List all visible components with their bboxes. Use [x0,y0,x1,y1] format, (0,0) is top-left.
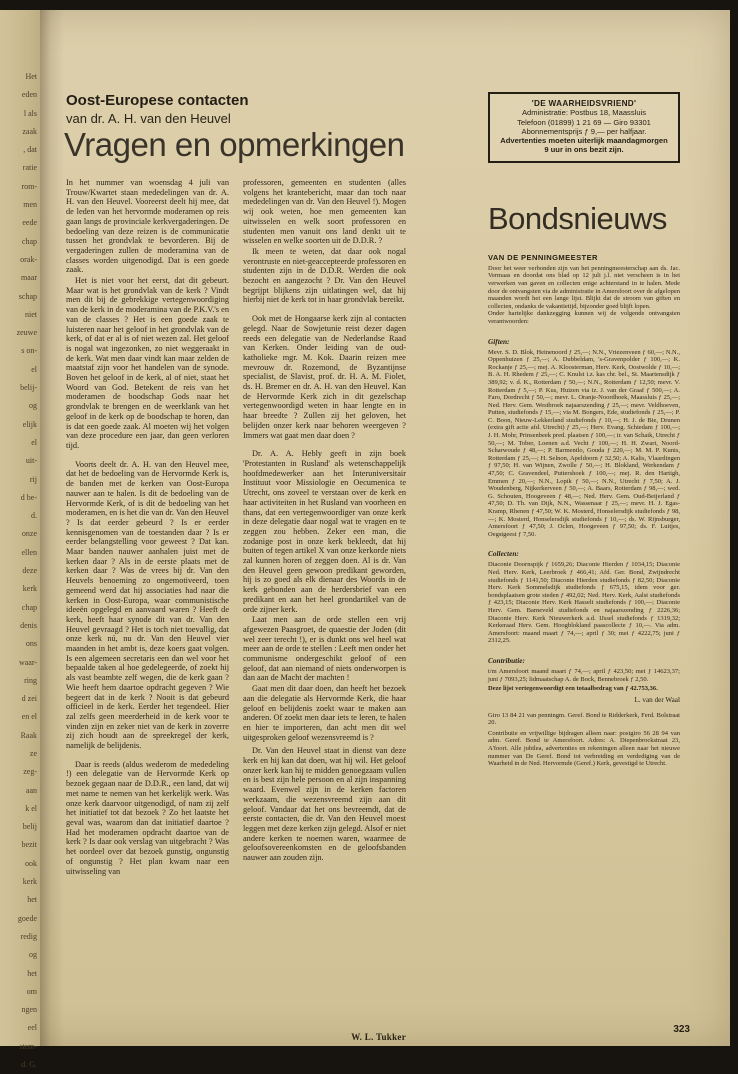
page-fragment: denis [20,620,37,630]
page-fragment: rom- [21,181,37,191]
page-fragment: d. [31,511,37,521]
page-fragment: het [27,968,37,978]
info-box-title: 'DE WAARHEIDSVRIEND' [531,99,637,108]
page-fragment: kerk [22,584,37,594]
info-box-line-telephone: Telefoon (01899) 1 21 69 — Giro 93301 [517,117,651,127]
article-kicker: Oost-Europese contacten [66,92,249,109]
gutter-shadow [40,10,64,1046]
page-fragment: s on- [21,346,37,356]
section-giften [488,331,680,539]
body-paragraph: Voorts deelt dr. A. H. van den Heuvel mee, dat het de bedoeling van de Hervormde Kerk is, de banden met de kerken van Oost-Europa nauwer aan te halen. Is dit de bedoeling van de Hervormde Kerk, of is dit de bedoeling van het moderamen, en is het die van dr. Van den Heuvel ? Is dat eerder gebeurd ? Is er eerder kennisgenomen van de toestanden daar ? Is er eerder belangstelling voor geweest ? Dat kan. Maar banden nauwer aanhalen juist met de kerken daar ? Als in de eerste plaats met de kerken daar ? Was de vrees bij dr. Van den Heuvels benoeming zo ongemotiveerd, toen gemeend werd dat hij associaties had naar die kerken in Oost-Europa, waar communistische ideeën opgelegd en aanvaard waren ? Heeft de kerk, heeft haar synode dit van dr. Van den Heuvel gevraagd ? Het is toch niet toevallig, dat onze kerk nú, nu dr. Van den Heuvel vier maanden in het ambt is, deze koers gaat volgen. Is een algemeen secretaris een dan wel voor het bepaalde taken al hoe gedelegeerde, of zoekt hij als vast beambte zelf wegen, die de kerk gaan ? Wie heeft hem daartoe opdracht gegeven ? Wie begeert dat in de kerk ? Nooit is dat gebeurd officieel in de kerk. Eerder het tegendeel. Hier zal zelfs geen meerderheid in de kerk voor te vinden zijn en zeker niet van de kerk in zoverre zij zich houdt aan de spreekregel der kerk, namelijk de belijdenis. [66,459,229,751]
section-contributie [488,650,680,693]
right-column [488,92,680,1040]
page-fragment: og [29,950,37,960]
article-column-2 [243,178,406,1040]
body-paragraph: Ik meen te weten, dat daar ook nogal verontruste en niet-geaccepteerde professoren en studenten zijn in de D.D.R. Werden die ook bezocht en aangezocht ? Dr. Van den Heuvel begrijpt blijkens zijn uitlatingen wel, dat hij hierbij niet de kerk tot in haar grondvlak bereikt. [243,246,406,305]
body-paragraph: Dr. A. A. Hebly geeft in zijn boek 'Protestanten in Rusland' als wetenschappelijk hoofdmedewerker aan het Interuniversitair Instituut voor Missiologie en Oecumenica te Utrecht, ons zoveel te verstaan over de kerk en haar activiteiten in het Rusland van voorheen en thans, dat een vertegenwoordiger van onze kerk in deze delegatie daar nogal wat te vragen en te zeggen zou hebben. Zeker een man, die zodanige post in onze kerk bekleedt, dat hij buiten of tegen artikel X van onze kerkorde niets zal kunnen horen of zeggen doen. Al is dr. Van den Heuvel geen gewoon predikant geworden, hij is zo goed als elk dienaar des Woords in de kerk gebonden aan de herdersbrief van een predikant en aan het heel grondartikel van de orde zijner kerk. [243,449,406,614]
page-fragment: el [31,437,37,447]
page-fragment: d. G. [21,1060,37,1070]
page-fragment: d be- [20,492,37,502]
page-fragment: elijk [22,419,37,429]
page-fragment: zeuwe [16,328,37,338]
total-line: Deze lijst vertegenwoordigt een totaalbedrag van ƒ 42.753,36. [488,685,658,693]
page-fragment: onze [21,529,37,539]
page-fragment: rij [29,474,37,484]
page-fragment: deze [22,566,37,576]
body-paragraph: professoren, gemeenten en studenten (alles volgens het krantebericht, maar dan toch naar mededelingen van dr. Van den Heuvel !). Mogen wij ook weten, hoe men gemeenten kan uitwisselen en welk soort professoren en studenten men vanuit ons land denkt uit te wisselen en welke soorten uit de D.D.R. ? [243,178,406,246]
article-signature: W. L. Tukker [351,1032,406,1042]
page-fragment: chap [21,236,37,246]
page-fragment: belij- [20,383,37,393]
intro-paragraph: Door het weer verbonden zijn van het penningmeesterschap aan ds. Jac. Vermaas en doordat ons blad op 12 juli j.l. niet verscheen is in het verwerken van gaven en collecten enige achterstand in te halen. Mede door de ontvangsten via de administratie in Amersfoort over de afgelopen maanden wordt het een lange lijst. Blijkt dat de stroom van giften en collecten, ondanks de vakantietijd, bijzonder goed blijft lopen. [488,264,680,310]
giften-list: Mevr. S. D. Blok, Heinenoord ƒ 25,—; N.N., Vriezenveen ƒ 60,—; N.N., Oppenhuizen ƒ 25,—; A. Dubbeldam, 's-Gravenpolder ƒ 100,—; K. Rockanje ƒ 25,—; mej. A. Kloosterman, Herv. Kerk, Oostwolde ƒ 10,—; B. A. H. Rhedem ƒ 25,—; C. Knulst i.z. kas chr. bel., St. Maartensdijk ƒ 389,92; v. d. K., Rotterdam ƒ 50,—; N.N., Rotterdam ƒ 12,50; mevr. V. Rotterdam ƒ 5,—; P. Kus, Huizen via iz. J. van der Graaf ƒ 500,—; A. Faro, Dordrecht ƒ 50,—; mevr. L. Oranje-Noordhoek, Maassluis ƒ 25,—; Ned. Herv. Gem. Westbroek najaarszending ƒ 25,—; mevr. Veldhoeven, Putten, studiefonds ƒ 15,—; via M. Bongers, Ede, studiefonds ƒ 25,—; P. C. Boon, Nieuw-Lekkerland studiefonds ƒ 10,—; H. J. de Bie, Drunen (extra gift actie afd. Utrecht) ƒ 25,—; Herv. Evang. Schiedam ƒ 100,—; J. H. Mohr, Prinsenbeek pred. plaatsen ƒ 100,—; ir. van Schaik, Utrecht ƒ 50,—; M. Tober, Loenen a.d. Vecht ƒ 100,—; H. H. Zwart, Noord-Scharwoude ƒ 48,—; P. Barmentlo, Gouda ƒ 220,—; M. M. P. Kunis, Rotterdam ƒ 25,—; H. Selnon, Apeldoorn ƒ 32,50; A. Kalis, Vlaardingen ƒ 97,50; H. van Wijnen, Zwolle ƒ 50,—; H. Blokland, Werkendam ƒ 47,50; C. Gravendeel, Puttershoek ƒ 100,—; mej. R. den Hartigh, Emmen ƒ 20,—; N.N., Lopik ƒ 50,—; N.N., Utrecht ƒ 7,50; A. J. Woudenberg, Nijkerkerveen ƒ 50,—; A. Baars, Rotterdam ƒ 98,—; wed. G. Schouten, Hoogeveen ƒ 48,—; Ned. Herv. Gem. Oud-Beijerland ƒ 47,50; D. Th. van Dijk, N.N., Wassenaar ƒ 25,—; mevr. H. J. Egas-Kramp, Rhenen ƒ 47,50; W. K. Mosterd, Honselersdijk studiefonds ƒ 98,—; K. Mosterd, Honselersdijk studiefonds ƒ 10,—; ds. W. Rijnsburger, Amersfoort ƒ 47,50; J. Oclen, Hoogeveen ƒ 97,50; ds. F. Luitjes, Oegstgeest ƒ 7,50. [488,348,680,538]
page-fragment: bezit [21,840,37,850]
body-paragraph: Ook met de Hongaarse kerk zijn al contacten gelegd. Naar de Sowjetunie reist dezer dagen reeds een delegatie van de Nederlandse Raad van Kerken. Onder leiding van de oud-katholieke mgr. M. Kok. Daarin reizen mee mevrouw dr. Rozemond, de Byzantijnse specialist, de Slavist, prof. dr. H. A. M. Fiolet, ds. H. Bremer en dr. A. H. van den Heuvel. Kan de Hervormde Kerk zich in dit gezelschap vertegenwoordigd weten in haar lengte en in haar breedte ? Zullen zij het geloven, het belijden onzer kerk naar behoren weergeven ? Immers wat gaat men daar doen ? [243,314,406,440]
bondsnieuws-title: Bondsnieuws [488,200,667,236]
body-paragraph: Dr. Van den Heuvel staat in dienst van deze kerk en hij kan dat doen, wat hij wil. Het geloof onzer kerk kan hij te midden genoegzaam vullen en is best zijn hele persoon en al zijn inspanning waard. Evenwel zijn in de kerken factoren werkzaam, die wezensvreemd zijn aan dit geloof. Vandaar dat het ons bevreemdt, dat de eerste contacten, die dr. Van den Heuvel moest leggen met deze kerken zijn gelegd. Alsof er niet andere kerken te noemen waren, waarmee de geloofsovereenkomsten en de geloofsbanden nauwer aan zouden zijn. [243,746,406,863]
page-number: 323 [673,1024,690,1035]
page-fragment: chap [21,602,37,612]
page-fragment: zeg- [23,767,37,777]
info-box-line-adverts-2: 9 uur in ons bezit zijn. [544,145,624,155]
info-box-line-administration: Administratie: Postbus 18, Maassluis [521,108,647,118]
page-fragment: orak- [20,254,37,264]
info-box-line-adverts-1: Advertenties moeten uiterlijk maandagmorgen [500,136,668,146]
collecten-list: Diaconie Doornspijk ƒ 1659,26; Diaconie Hierden ƒ 1034,15; Diaconie Ned. Herv. Kerk, Leerbroek ƒ 466,41; Afd. Ger. Bond, Zwijndrecht studiefonds ƒ 1141,50; Diaconie Hierden studiefonds ƒ 82,50; Diaconie Herv. Kerk Sommelsdijk studiefonds ƒ 675,15, idem voor ger. bondsplaatsen grote steden ƒ 492,02; Ned. Herv. Kerk, Aalst studiefonds ƒ 423,15; Diaconie Herv. Kerk Hasselt studiefonds ƒ 100,—; Diaconie Herv. Gem. Barneveld studiefonds en najaarszending ƒ 2226,36; Diaconie Herv. Kerk Nieuwerkerk a.d. IJssel studiefonds ƒ 1319,32; Kerkeraad Herv. Gem. Hoogblokland paascollecte ƒ 10,—. Via adm. Amersfoort: maand maart ƒ 74,—; april ƒ 30; mei ƒ 4222,75; juni ƒ 2312,25. [488,561,680,645]
page-fragment: Het [25,72,37,81]
page-fragment: schap [18,291,37,301]
page-fragment: eede [22,218,37,228]
page-fragment: Raak [20,730,37,740]
page-fragment: het [27,895,37,905]
bondsnieuws-footer [488,712,680,768]
page-fragment: kerk [22,877,37,887]
body-paragraph: Het is niet voor het eerst, dat dit gebeurt. Maar wat is het grondvlak van de kerk ? Vindt men dit bij de gebrekkige vertegenwoordiging van de kerk in de moderamina van de P.K.V.'s en van de classes ? Het is een goede zaak te luisteren naar het geloof in het grondvlak van de kerk, of dat er al is of niet wezen zal. Het geloof is nogal wat ingezonken, zo niet weggeraakt in de kerk. Wat men daar vindt kan maar zelden de maatstaf zijn voor het handelen van de synode. Boven het geloof in de kerk, al of niet, staat het Woord van God. Betekent de reis van het moderamen de boodschap Gods naar het grondvlak te brengen en de weerklank van het geloof in de kerk op de boodschap te horen, dan is dat een goede zaak. Al moeten wij het volgen van deze procedure een jaar, dan geen verloren tijd. [66,276,229,450]
previous-page-edge [0,10,40,1070]
page-fragment: og [29,401,37,411]
page-fragment: ook [25,858,37,868]
page-fragment: ellen [21,547,37,557]
page-fragment: ngen [21,1005,37,1015]
page-fragment: ze [29,748,37,758]
page-fragment: belij [22,822,37,832]
page-fragment: maar [21,273,37,283]
body-paragraph: Daar is reeds (aldus wederom de mededeling !) een delegatie van de Hervormde Kerk op bezoek gegaan naar de D.D.R., een land, dat wij met name te nemen van het kerkelijk werk. Was onze kerk daarvoor uitgenodigd, of nam zij zelf het initiatief tot dat bezoek ? Zo het laatste het geval was, waarom dan dat initiatief daartoe ? Had het moderamen opdracht daartoe van de kerk ? Is daar ook verslag van uitgebracht ? Was het oordeel over dat bezoek gunstig, ongunstig of ongunstig ? Het plan kwam naar een uitwisseling van [66,759,229,876]
bondsnieuws-intro [488,265,680,326]
page-fragment: zaak [22,126,37,136]
page-fragment: stem- [19,1041,37,1051]
article-column-1 [66,178,229,1040]
body-paragraph: Laat men aan de orde stellen een vrij afgewezen Paasgroet, de quaestie der Joden (dit wel zeer terecht !), er is dunkt ons wel heel wat meer aan de orde te stellen : Leeft men onder het communisme ondergeschikt geloof of een geloof, dat aan niemand of niets onderworpen is dan aan de Macht der machten ! [243,615,406,683]
article-title: Vragen en opmerkingen [64,126,405,163]
page [0,10,730,1070]
page-fragment: uit- [25,456,37,466]
contributie-list: t/m Amersfoort maand maart ƒ 74,—; april ƒ 423,50; mei ƒ 14623,37; juni ƒ 7093,25; lidmaatschap A. de Bock, Bennebroek ƒ 2,50. [488,667,680,683]
page-fragment: el [31,364,37,374]
page-fragment: ons [25,639,37,649]
page-fragment: ratie [22,163,37,173]
page-fragment: en el [21,712,37,722]
section-collecten [488,543,680,645]
footer-paragraph: Contributie en vrijwillige bijdragen alleen naar: postgiro 56 28 94 van adm. Geref. Bond te Amersfoort. Adres: A. Diepenbrockstraat 23, A'foort. Alle jubilea, advertenties en rekeningen alleen naar het nieuwe nummer van De Geref. Bond tot verbreiding en verdediging van de Waarheid in de Ned. Hervormde (Geref.) Kerk, gevestigd te Utrecht. [488,729,680,768]
page-content [64,10,724,1046]
body-paragraph: Gaat men dit daar doen, dan heeft het bezoek aan die delegatie als Hervormde Kerk, die haar geloof en belijdenis zoekt waar te maken aan anderen. Of zoekt men daar iets te leren, te halen en hier te importeren, dan acht men dit wel uitgesproken geloof wezensvreemd is ? [243,684,406,742]
page-fragment: goede [17,913,37,923]
masthead-info-box [488,92,680,163]
body-paragraph: In het nummer van woensdag 4 juli van Trouw/Kwartet staan mededelingen van dr. A. H. van den Heuvel. Vooreerst deelt hij mee, dat de leden van het hervormde moderamen op reis gaan langs de provinciale kerkvergaderingen. De bedoeling van deze reizen is de communicatie tussen het grondvlak te bevorderen. Bij de vergaderingen zullen de moderamina van de classes worden uitgenodigd. Dat is een goede zaak. [66,178,229,275]
contributie-heading: Contributie: [488,655,525,665]
page-fragment: men [23,200,37,210]
page-fragment: redig [20,931,37,941]
footer-paragraph: Giro 13 84 21 van penningm. Geref. Bond te Ridderkerk, Ferd. Bolstraat 20. [488,711,680,727]
page-fragment: l als [23,108,37,118]
page-fragment: ring [24,675,37,685]
giften-heading: Giften: [488,336,510,346]
collecten-heading: Collecten: [488,549,519,559]
page-fragment: eden [21,90,37,100]
page-fragment: om [26,986,37,996]
page-fragment: waar- [18,657,37,667]
info-box-line-subscription: Abonnementsprijs ƒ 9,— per halfjaar. [521,126,647,136]
page-fragment: aan [25,785,37,795]
page-fragment: k el [25,803,37,813]
bondsnieuws-signature: L. van der Waal [634,695,680,704]
intro-paragraph: Onder hartelijke dankzegging kunnen wij de volgende ontvangsten verantwoorden: [488,310,680,325]
page-fragment: niet [25,309,37,319]
page-fragment: , dat [23,145,37,155]
bondsnieuws-subtitle: VAN DE PENNINGMEESTER [488,252,598,262]
article-subkicker: van dr. A. H. van den Heuvel [66,111,231,126]
page-fragment: eel [27,1023,37,1033]
page-fragment: d zei [21,694,37,704]
